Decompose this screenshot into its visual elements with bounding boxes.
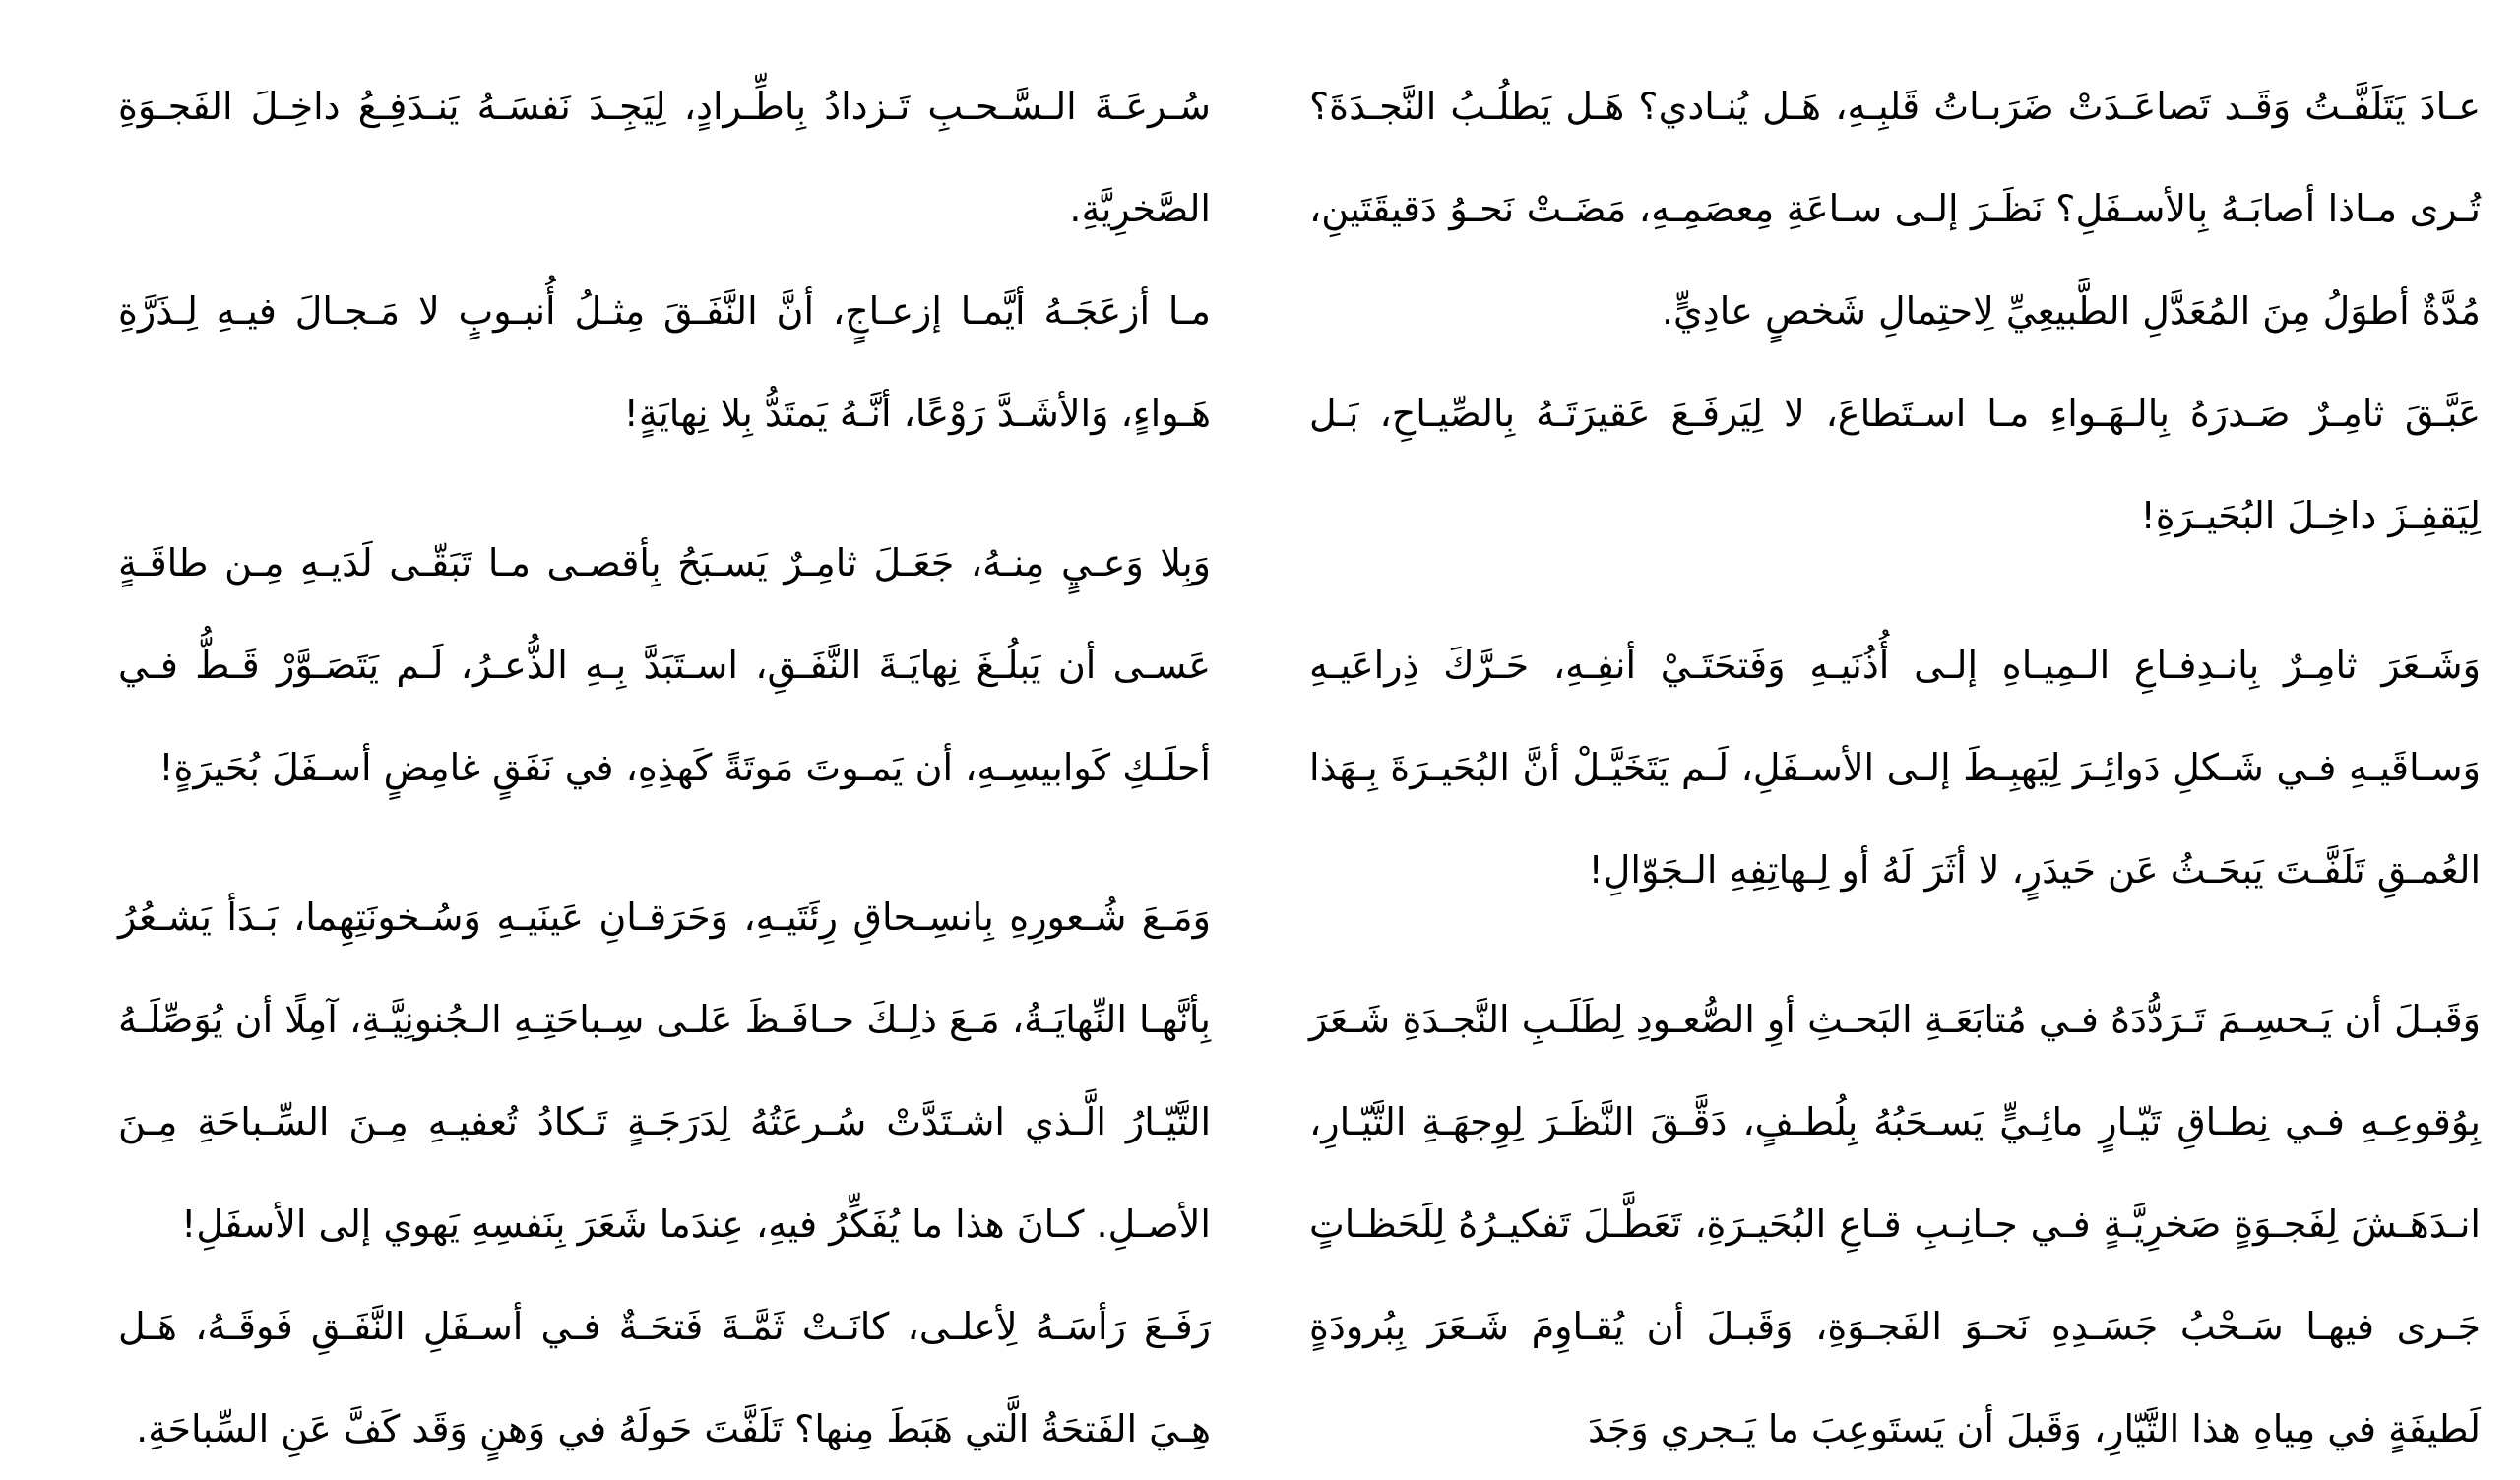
paragraph: عـادَ يَتَلَفَّـتُ وَقَـد تَصاعَـدَتْ ضَرَبـاتُ قَلبِـهِ، هَـل يُنـادي؟ هَـل يَطلُـبُ النَّجـدَةَ؟ تُـرى مـاذا أصابَـهُ بِالأسـفَلِ؟ نَظَـرَ إلـى سـاعَةِ مِعصَمِـهِ، مَضَـتْ نَحـوُ دَقيقَتَينِ، مُدَّةٌ أطوَلُ مِنَ المُعَدَّلِ الطَّبيعِيِّ لِاحتِمالِ شَخصٍ عادِيٍّ. bbox=[1309, 85, 2481, 333]
paragraph: وَمَـعَ شُـعورِهِ بِانسِـحاقِ رِئَتَيـهِ، وَحَرَقـانِ عَينَيـهِ وَسُـخونَتِهِما، بَـدَأ يَشـعُرُ بِأنَّهـا النِّهايَـةُ، مَـعَ ذلِـكَ حـافَـظَ عَلـى سِـباحَتِـهِ الـجُنونِيَّـةِ، آمِلًا أن يُوَصِّلَـهُ التَّيّـارُ الَّـذي اشـتَدَّتْ سُـرعَتُهُ لِدَرَجَـةٍ تَـكادُ تُعفيـهِ مِـنَ السِّـباحَةِ مِـنَ الأصـلِ. كـانَ هذا ما يُفَكِّرُ فيهِ، عِندَما شَعَرَ بِنَفسِهِ يَهوي إلى الأسفَلِ! bbox=[118, 895, 1211, 1246]
right-column bbox=[1309, 55, 2481, 1480]
paragraph: مـا أزعَجَـهُ أيَّمـا إزعـاجٍ، أنَّ النَّفَـقَ مِثـلُ أُنبـوبٍ لا مَـجـالَ فيـهِ لِـذَرَّةِ هَـواءٍ، وَالأشَـدَّ رَوْعًا، أنَّـهُ يَمتَدُّ بِلا نِهايَةٍ! bbox=[118, 289, 1211, 435]
paragraph: رَفَـعَ رَأسَـهُ لِأعلـى، كانَـتْ ثَمَّـةَ فَتحَـةٌ فـي أسـفَلِ النَّفَـقِ فَوقَـهُ، هَـل هِـيَ الفَتحَةُ الَّتي هَبَطَ مِنها؟ تَلَفَّتَ حَولَهُ في وَهنٍ وَقَد كَفَّ عَنِ السِّباحَةِ. bbox=[118, 1305, 1211, 1450]
paragraph: سُـرعَـةَ الـسَّـحـبِ تَـزدادُ بِاطِّـرادٍ، لِيَجِـدَ نَفسَـهُ يَنـدَفِـعُ داخِـلَ الفَجـوَةِ الصَّخرِيَّةِ. bbox=[118, 85, 1211, 230]
left-column bbox=[118, 55, 1211, 1480]
paragraph: وَبِلا وَعـيٍ مِنـهُ، جَعَـلَ ثامِـرٌ يَسـبَحُ بِأقصـى مـا تَبَقّـى لَدَيـهِ مِـن طاقَـةٍ عَسـى أن يَبلُـغَ نِهايَـةَ النَّفَـقِ، اسـتَبَدَّ بِـهِ الذُّعـرُ، لَـم يَتَصَـوَّرْ قَـطُّ فـي أحلَـكِ كَوابيسِـهِ، أن يَمـوتَ مَوتَةً كَهذِهِ، في نَفَقٍ غامِضٍ أسـفَلَ بُحَيرَةٍ! bbox=[118, 541, 1211, 789]
paragraph: وَقَبـلَ أن يَـحسِـمَ تَـرَدُّدَهُ فـي مُتابَعَـةِ البَحـثِ أوِ الصُّعـودِ لِطَلَـبِ النَّجـدَةِ شَـعَرَ بِوُقوعِـهِ فـي نِطـاقِ تَيّـارٍ مائِـيٍّ يَسـحَبُهُ بِلُطـفٍ، دَقَّـقَ النَّظَـرَ لِوِجهَـةِ التَّيّـارِ، انـدَهَـشَ لِفَجـوَةٍ صَخرِيَّـةٍ فـي جـانِـبِ قـاعِ البُحَيـرَةِ، تَعَطَّـلَ تَفكيـرُهُ لِلَحَظـاتٍ جَـرى فيهـا سَـحْبُ جَسَـدِهِ نَحـوَ الفَجـوَةِ، وَقَبـلَ أن يُقـاوِمَ شَـعَرَ بِبُرودَةٍ لَطيفَةٍ في مِياهِ هذا التَّيّارِ، وَقَبلَ أن يَستَوعِبَ ما يَـجري وَجَدَ bbox=[1309, 998, 2481, 1450]
paragraph: عَبَّـقَ ثامِـرٌ صَـدرَهُ بِالـهَـواءِ مـا اسـتَطاعَ، لا لِيَرفَـعَ عَقيرَتَـهُ بِالصِّيـاحِ، بَـل لِيَقفِـزَ داخِـلَ البُحَيـرَةِ! bbox=[1309, 392, 2481, 537]
paragraph: وَشَـعَرَ ثامِـرٌ بِانـدِفـاعِ الـمِيـاهِ إلـى أُذُنَيـهِ وَفَتحَتَـيْ أنفِـهِ، حَـرَّكَ ذِراعَيـهِ وَسـاقَيـهِ فـي شَـكلِ دَوائِـرَ لِيَهبِـطَ إلـى الأسـفَلِ، لَـم يَتَخَيَّـلْ أنَّ البُحَيـرَةَ بِـهَذا العُمـقِ تَلَفَّـتَ يَبحَـثُ عَن حَيدَرٍ، لا أثَرَ لَهُ أو لِـهاتِفِهِ الـجَوّالِ! bbox=[1309, 644, 2481, 892]
